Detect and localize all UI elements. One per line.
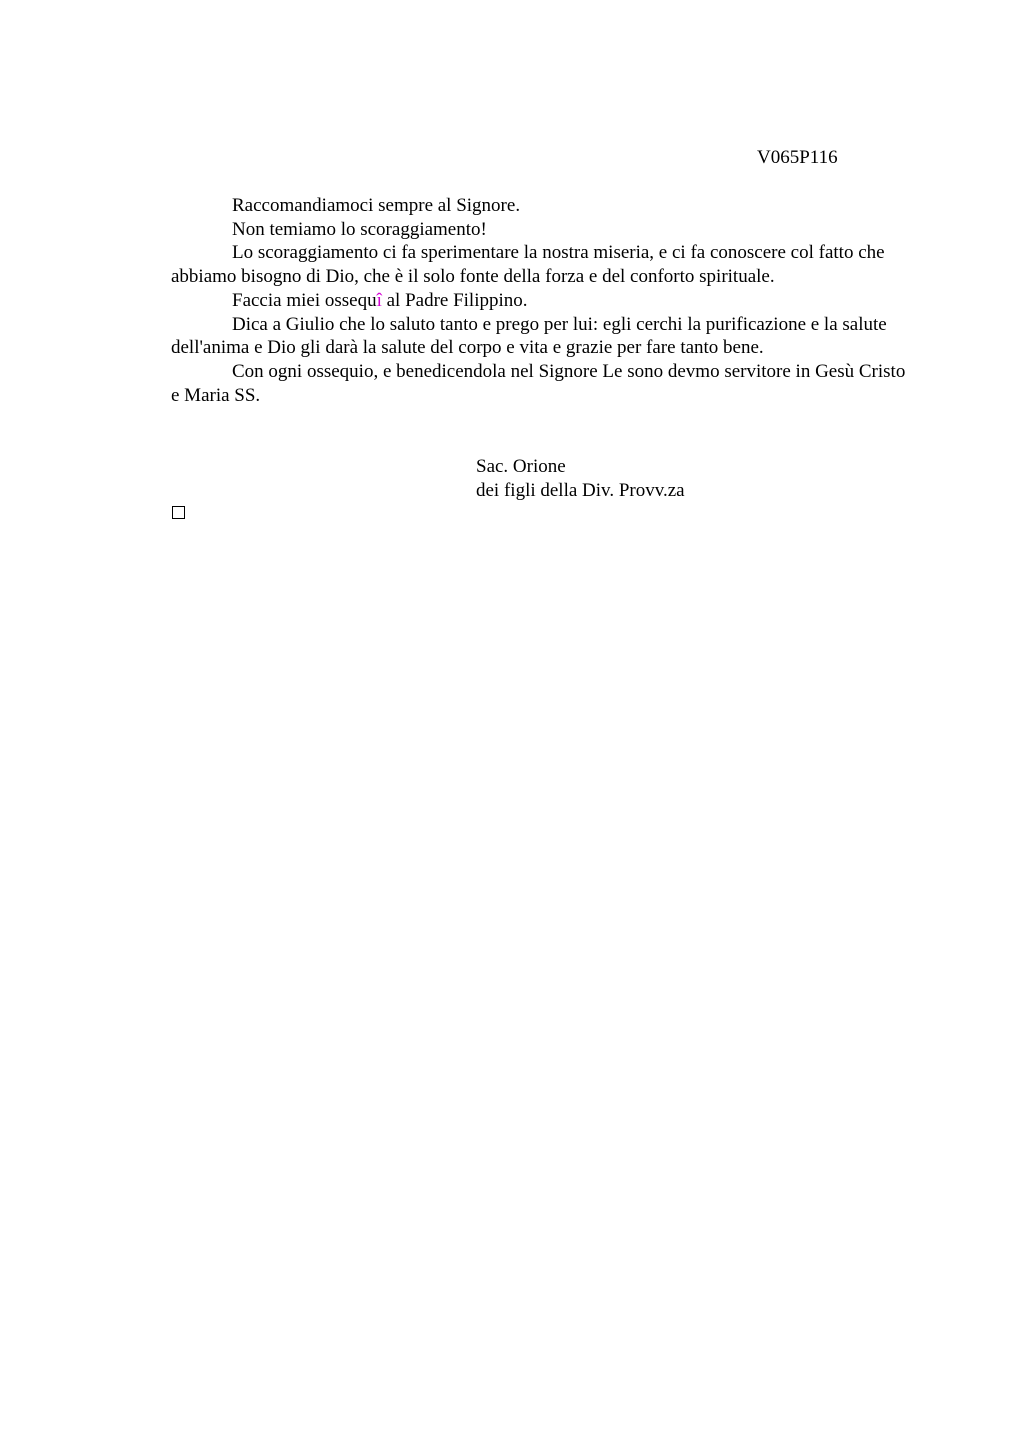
paragraph-encouragement: Non temiamo lo scoraggiamento! <box>232 218 487 240</box>
highlighted-character: î <box>376 289 382 311</box>
paragraph-discouragement: Lo scoraggiamento ci fa sperimentare la nostra miseria, e ci fa conoscere col fatto che abbiamo bisogno di Dio, che è il solo fonte della forza e del conforto spirituale. <box>171 242 885 288</box>
regards-text-end: al Padre Filippino. <box>381 289 528 311</box>
signature-block <box>476 455 685 502</box>
letter-body <box>171 194 916 407</box>
signature-name: Sac. Orione <box>476 456 566 477</box>
regards-text-start: Faccia miei ossequ <box>232 289 377 311</box>
paragraph-recommendation: Raccomandiamoci sempre al Signore. <box>232 195 521 216</box>
paragraph-regards <box>171 289 916 313</box>
signature-title: dei figli della Div. Provv.za <box>476 479 685 501</box>
page-reference: V065P116 <box>757 147 838 168</box>
paragraph-giulio: Dica a Giulio che lo saluto tanto e prego per lui: egli cerchi la purificazione e la salute dell'anima e Dio gli darà la salute del corpo e vita e grazie per fare tanto bene. <box>171 313 887 359</box>
square-outline-icon <box>172 506 185 519</box>
paragraph-closing: Con ogni ossequio, e benedicendola nel Signore Le sono devmo servitore in Gesù Cristo e Maria SS. <box>171 360 906 406</box>
